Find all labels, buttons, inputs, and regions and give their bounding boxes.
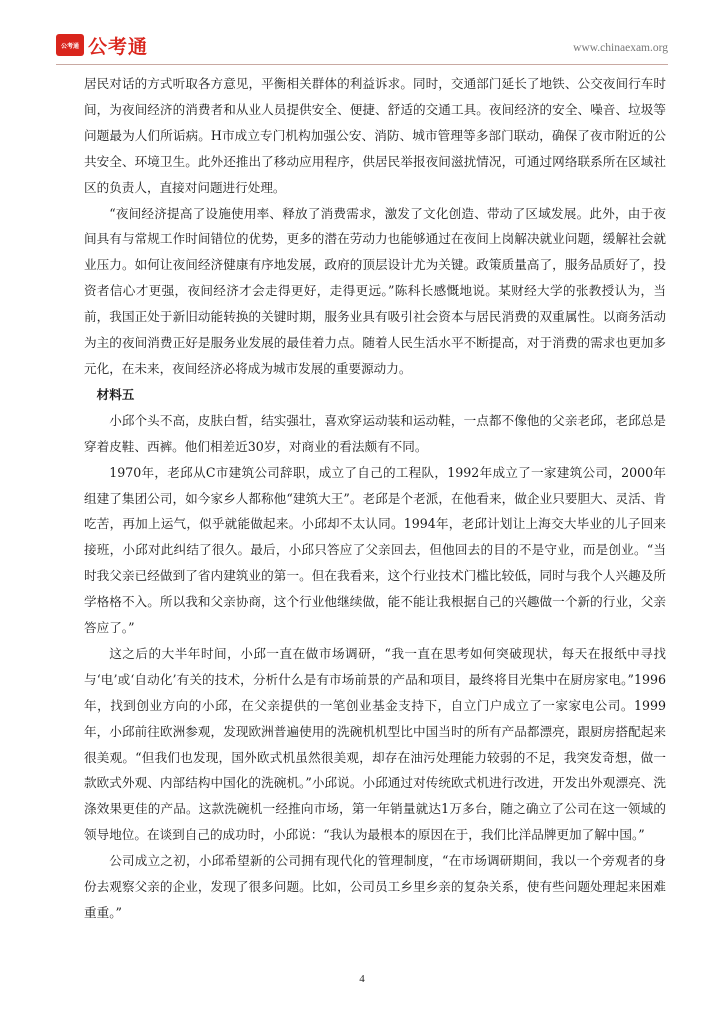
- header-divider: [56, 64, 668, 65]
- logo: [56, 30, 148, 60]
- paragraph: “夜间经济提高了设施使用率、释放了消费需求，激发了文化创造、带动了区域发展。此外，由于夜间具有与常规工作时间错位的优势，更多的潜在劳动力也能够通过在夜间上岗解决就业问题，缓解社会就业压力。如何让夜间经济健康有序地发展，政府的顶层设计尤为关键。政策质量高了，服务品质好了，投资者信心才更强，夜间经济才会走得更好，走得更远。”陈科长感慨地说。某财经大学的张教授认为，当前，我国正处于新旧动能转换的关键时期，服务业具有吸引社会资本与居民消费的双重属性。以商务活动为主的夜间消费正好是服务业发展的最佳着力点。随着人民生活水平不断提高，对于消费的需求也更加多元化，在未来，夜间经济必将成为城市发展的重要源动力。: [84, 205, 666, 376]
- paragraph: 公司成立之初，小邱希望新的公司拥有现代化的管理制度，“在市场调研期间，我以一个旁观者的身份去观察父亲的企业，发现了很多问题。比如，公司员工乡里乡亲的复杂关系，使有些问题处理起来困难重重。”: [84, 853, 666, 920]
- logo-text: 公考通: [88, 35, 149, 58]
- paragraph: 小邱个头不高，皮肤白皙，结实强壮，喜欢穿运动装和运动鞋，一点都不像他的父亲老邱，老邱总是穿着皮鞋、西裤。他们相差近30岁，对商业的看法颇有不同。: [84, 412, 666, 454]
- site-url[interactable]: www.chinaexam.org: [573, 42, 668, 54]
- page-number: 4: [359, 973, 365, 985]
- document-body: [84, 71, 666, 926]
- paragraph: 1970年，老邱从C市建筑公司辞职，成立了自己的工程队，1992年成立了一家建筑公司，2000年组建了集团公司，如今家乡人都称他“建筑大王”。老邱是个老派，在他看来，做企业只要胆大、灵活、肯吃苦，再加上运气，似乎就能做起来。小邱却不太认同。1994年，老邱计划让上海交大毕业的儿子回来接班，小邱对此纠结了很久。最后，小邱只答应了父亲回去，但他回去的目的不是守业，而是创业。“当时我父亲已经做到了省内建筑业的第一。但在我看来，这个行业技术门槛比较低，同时与我个人兴趣及所学格格不入。所以我和父亲协商，这个行业他继续做，能不能让我根据自己的兴趣做一个新的行业，父亲答应了。”: [84, 464, 666, 636]
- paragraph-continued: 居民对话的方式听取各方意见，平衡相关群体的利益诉求。同时，交通部门延长了地铁、公交夜间行车时间，为夜间经济的消费者和从业人员提供安全、便捷、舒适的交通工具。夜间经济的安全、噪音、垃圾等问题最为人们所诟病。H市成立专门机构加强公安、消防、城市管理等多部门联动，确保了夜市附近的公共安全、环境卫生。此外还推出了移动应用程序，供居民举报夜间滋扰情况，可通过网络联系所在区域社区的负责人，直接对问题进行处理。: [84, 76, 666, 195]
- page-header: [56, 30, 668, 64]
- logo-badge-icon: 公考通: [56, 34, 84, 56]
- section-heading: 材料五: [96, 386, 135, 402]
- paragraph: 这之后的大半年时间，小邱一直在做市场调研，“我一直在思考如何突破现状，每天在报纸中寻找与‘电’或‘自动化’有关的技术，分析什么是有市场前景的产品和项目，最终将目光集中在厨房家电。”1996年，找到创业方向的小邱，在父亲提供的一笔创业基金支持下，自立门户成立了一家家电公司。1999年，小邱前往欧洲参观，发现欧洲普遍使用的洗碗机机型比中国当时的所有产品都漂亮，跟厨房搭配起来很美观。“但我们也发现，国外欧式机虽然很美观，却存在油污处理能力较弱的不足，我突发奇想，做一款欧式外观、内部结构中国化的洗碗机。”小邱说。小邱通过对传统欧式机进行改进，开发出外观漂亮、洗涤效果更佳的产品。这款洗碗机一经推向市场，第一年销量就达1万多台，随之确立了公司在这一领域的领导地位。在谈到自己的成功时，小邱说：“我认为最根本的原因在于，我们比洋品牌更加了解中国。”: [84, 645, 666, 843]
